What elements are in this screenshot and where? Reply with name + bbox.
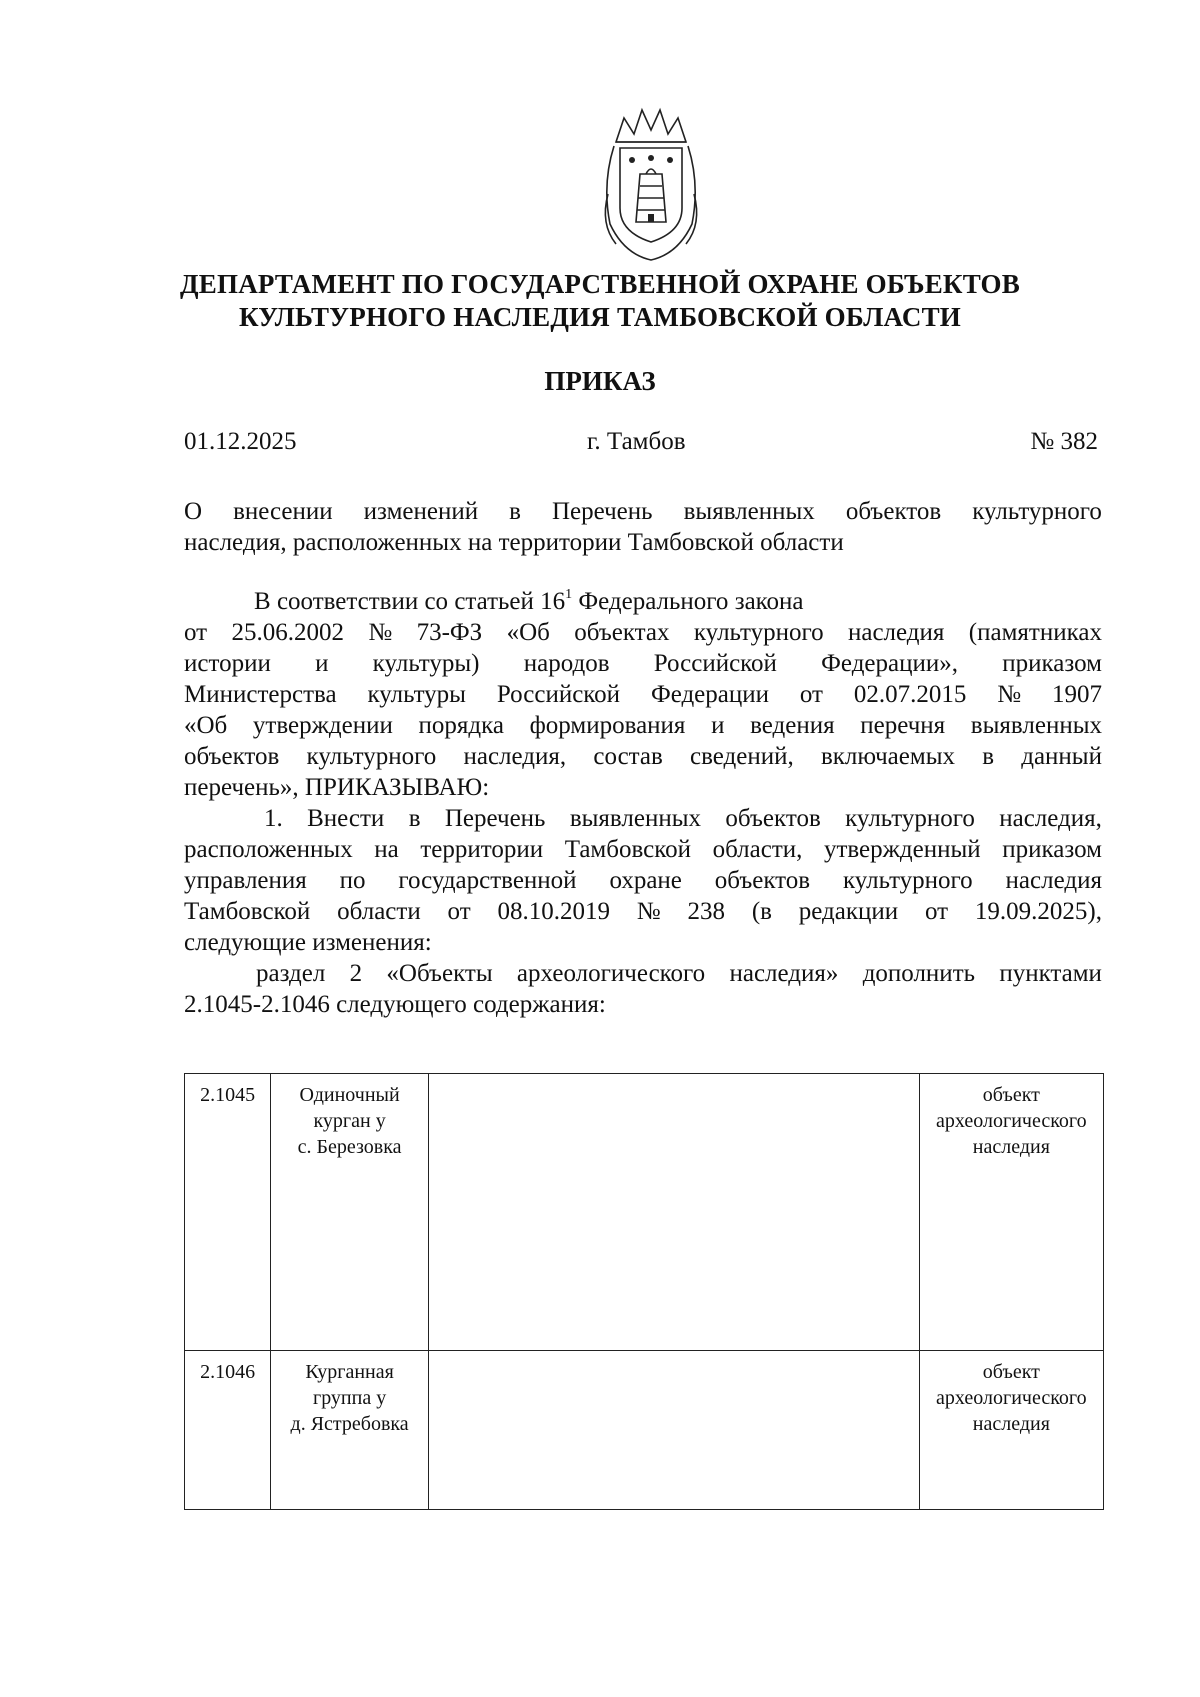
entry-category bbox=[919, 1351, 1103, 1510]
document-type-heading: ПРИКАЗ bbox=[544, 366, 656, 396]
department-title bbox=[120, 268, 1080, 334]
paragraph-line: Тамбовской области от 08.10.2019 № 238 (в редакции от 19.09.2025), bbox=[184, 898, 1102, 925]
entry-name-line: Одиночный bbox=[299, 1084, 400, 1106]
entry-blank-cell bbox=[428, 1074, 919, 1351]
heritage-objects-table bbox=[184, 1073, 1104, 1510]
p1-word: со bbox=[424, 588, 449, 615]
subject-line1: О внесении изменений в Перечень выявленных объектов культурного bbox=[184, 498, 1102, 525]
paragraph-line: 2.1045-2.1046 следующего содержания: bbox=[184, 991, 606, 1018]
entry-name-line: с. Березовка bbox=[297, 1136, 402, 1158]
paragraph-line: перечень», ПРИКАЗЫВАЮ: bbox=[184, 774, 490, 801]
paragraph-1-first-line bbox=[184, 586, 1102, 617]
order-body bbox=[184, 586, 1102, 1020]
paragraph-line: от 25.06.2002 № 73-ФЗ «Об объектах культурного наследия (памятниках bbox=[184, 619, 1102, 646]
article-number bbox=[540, 588, 572, 615]
p1-word: соответствии bbox=[276, 588, 419, 615]
p1-word: закона bbox=[734, 588, 804, 615]
entry-name-line: группа у bbox=[312, 1387, 387, 1409]
table-row bbox=[185, 1351, 1104, 1510]
p1-word: статьей bbox=[454, 588, 534, 615]
entry-category-line: объект bbox=[982, 1084, 1040, 1106]
entry-number: 2.1045 bbox=[185, 1074, 271, 1351]
order-subject bbox=[184, 496, 1102, 558]
department-title-line2: КУЛЬТУРНОГО НАСЛЕДИЯ ТАМБОВСКОЙ ОБЛАСТИ bbox=[239, 302, 961, 332]
order-number: № 382 bbox=[1030, 428, 1098, 455]
entry-name bbox=[271, 1351, 429, 1510]
paragraph-line: «Об утверждении порядка формирования и ведения перечня выявленных bbox=[184, 712, 1102, 739]
entry-category-line: археологического bbox=[936, 1387, 1087, 1409]
entry-category bbox=[919, 1074, 1103, 1351]
entry-category-line: объект bbox=[982, 1361, 1040, 1383]
paragraph-line: объектов культурного наследия, состав сведений, включаемых в данный bbox=[184, 743, 1102, 770]
entry-name-line: курган у bbox=[313, 1110, 386, 1132]
p1-word: Федерального bbox=[578, 588, 729, 615]
entry-number: 2.1046 bbox=[185, 1351, 271, 1510]
entry-blank-cell bbox=[428, 1351, 919, 1510]
paragraph-line: расположенных на территории Тамбовской области, утвержденный приказом bbox=[184, 836, 1102, 863]
entry-name bbox=[271, 1074, 429, 1351]
article-number-base: 16 bbox=[540, 588, 566, 615]
paragraph-line: раздел 2 «Объекты археологического наследия» дополнить пунктами bbox=[256, 960, 1102, 987]
entry-category-line: археологического bbox=[936, 1110, 1087, 1132]
article-number-superscript: 1 bbox=[565, 587, 573, 602]
entry-name-line: Курганная bbox=[305, 1361, 394, 1383]
entry-category-line: наследия bbox=[972, 1413, 1050, 1435]
paragraph-line: следующие изменения: bbox=[184, 929, 432, 956]
paragraph-line: управления по государственной охране объектов культурного наследия bbox=[184, 867, 1102, 894]
table-row bbox=[185, 1074, 1104, 1351]
paragraph-line: 1. Внести в Перечень выявленных объектов культурного наследия, bbox=[264, 805, 1102, 832]
entry-category-line: наследия bbox=[972, 1136, 1050, 1158]
department-title-line1: ДЕПАРТАМЕНТ ПО ГОСУДАРСТВЕННОЙ ОХРАНЕ ОБЪЕКТОВ bbox=[180, 269, 1020, 299]
subject-line2: наследия, расположенных на территории Тамбовской области bbox=[184, 529, 844, 556]
entry-name-line: д. Ястребовка bbox=[290, 1413, 409, 1435]
p1-word: В bbox=[254, 588, 271, 615]
order-city: г. Тамбов bbox=[587, 428, 686, 455]
paragraph-line: Министерства культуры Российской Федерации от 02.07.2015 № 1907 bbox=[184, 681, 1102, 708]
paragraph-line: истории и культуры) народов Российской Федерации», приказом bbox=[184, 650, 1102, 677]
order-date: 01.12.2025 bbox=[184, 428, 297, 455]
tambov-coat-of-arms-emblem bbox=[596, 104, 706, 266]
